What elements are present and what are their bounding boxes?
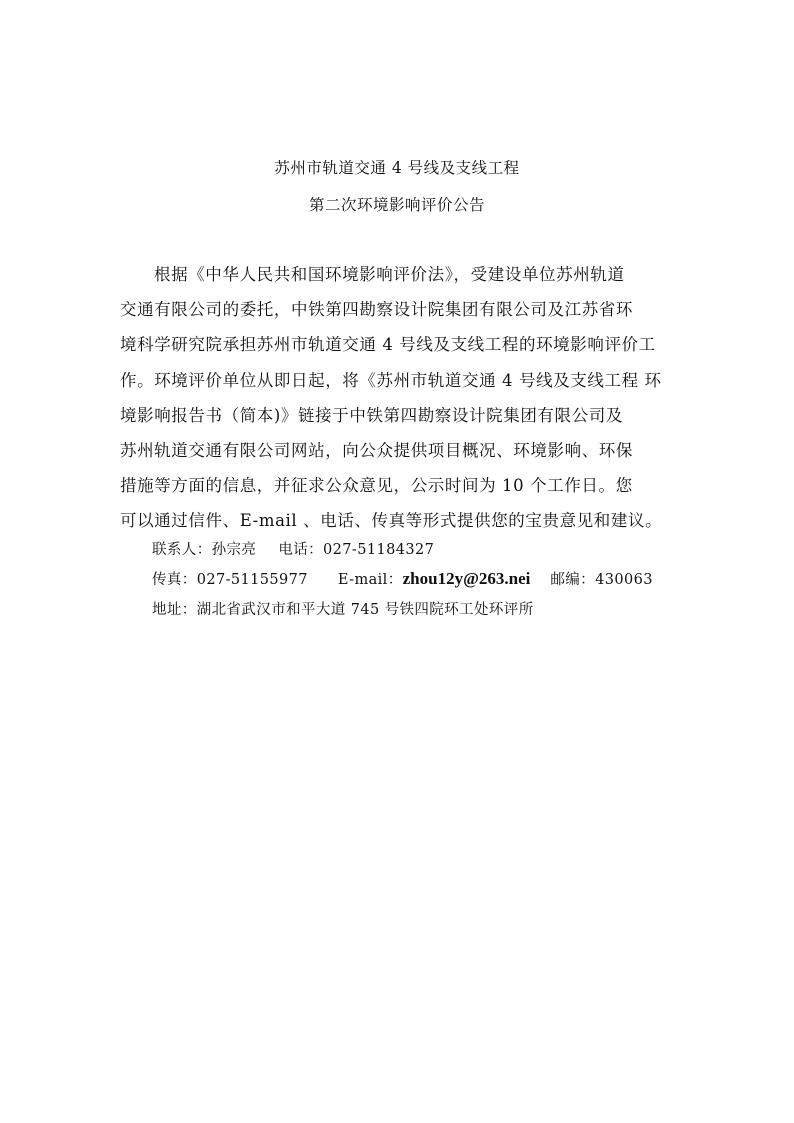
document-subtitle: 第二次环境影响评价公告 <box>308 196 485 214</box>
address-label: 地址： <box>152 602 197 618</box>
fax-number: 027-51155977 <box>196 572 308 588</box>
phone-number: 027-51184327 <box>323 542 435 558</box>
body-line: 境影响报告书（简本)》链接于中铁第四勘察设计院集团有限公司及 <box>120 405 623 425</box>
body-line: 可以通过信件、E-mail 、电话、传真等形式提供您的宝贵意见和建议。 <box>120 511 663 531</box>
fax-email-line <box>152 568 653 589</box>
email-label: E-mail： <box>337 572 403 588</box>
body-line: 交通有限公司的委托，中铁第四勘察设计院集团有限公司及江苏省环 <box>120 300 633 320</box>
body-line: 作。环境评价单位从即日起，将《苏州市轨道交通 4 号线及支线工程 环 <box>120 370 662 390</box>
body-line: 境科学研究院承担苏州市轨道交通 4 号线及支线工程的环境影响评价工 <box>120 335 656 355</box>
contact-person-line <box>152 538 434 559</box>
body-line: 措施等方面的信息，并征求公众意见，公示时间为 10 个工作日。您 <box>120 476 633 496</box>
fax-label: 传真： <box>152 572 197 588</box>
email-address[interactable]: zhou12y@263.nei <box>402 569 531 588</box>
notice-body <box>120 257 680 539</box>
address: 湖北省武汉市和平大道 745 号铁四院环工处环评所 <box>196 602 534 618</box>
body-line: 根据《中华人民共和国环境影响评价法》，受建设单位苏州轨道 <box>154 265 625 284</box>
contact-person-label: 联系人： <box>152 542 212 558</box>
document-title: 苏州市轨道交通 4 号线及支线工程 <box>274 159 520 177</box>
postcode-label: 邮编： <box>550 572 596 588</box>
postcode: 430063 <box>595 572 653 588</box>
body-line: 苏州轨道交通有限公司网站，向公众提供项目概况、环境影响、环保 <box>120 440 633 460</box>
address-line <box>152 598 534 619</box>
phone-label: 电话： <box>278 542 324 558</box>
contact-person: 孙宗亮 <box>211 542 257 558</box>
